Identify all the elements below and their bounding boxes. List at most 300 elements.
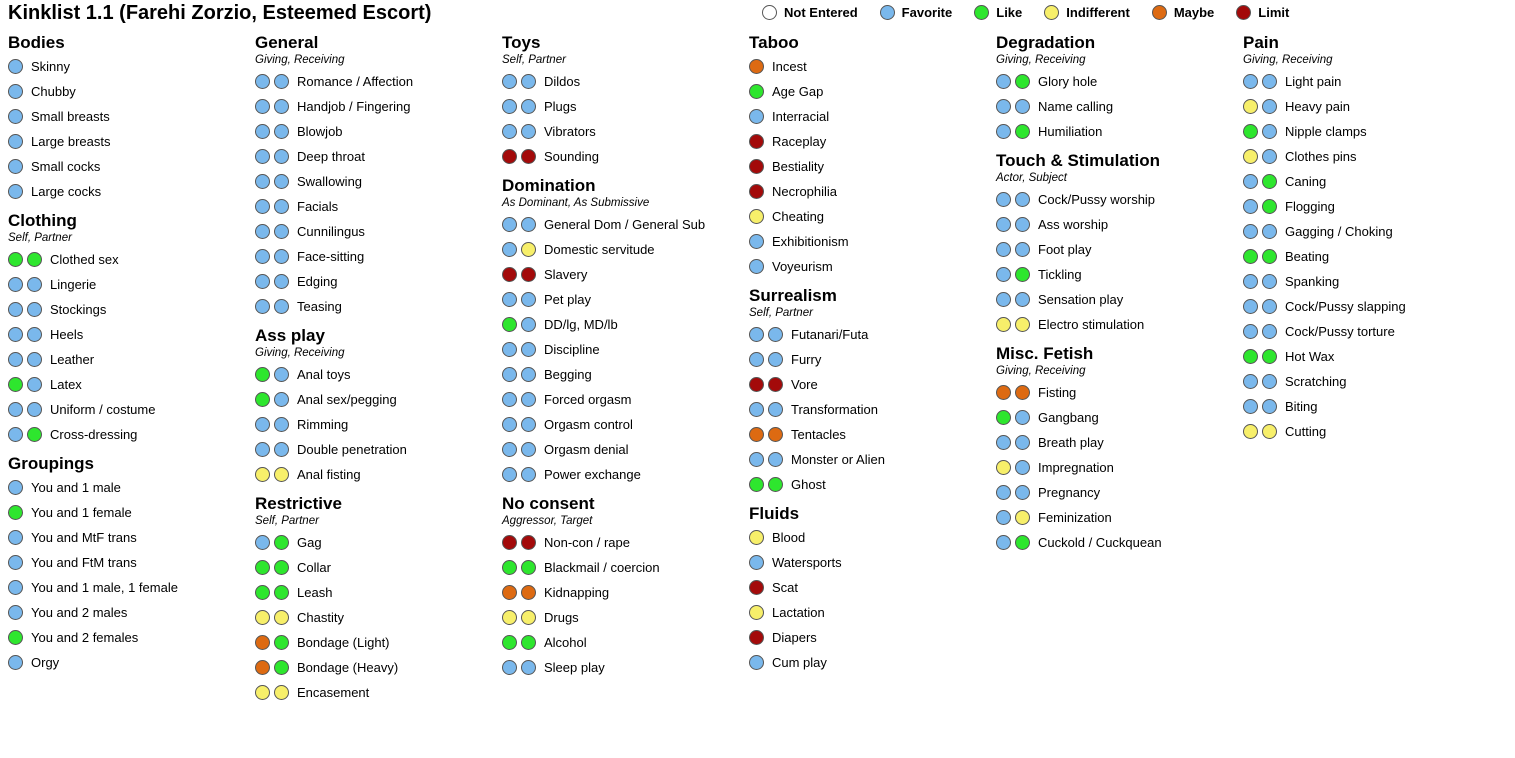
rating-dot-icon[interactable]	[1015, 535, 1030, 550]
rating-dot-icon[interactable]	[1015, 99, 1030, 114]
rating-dot-icon[interactable]	[274, 660, 289, 675]
rating-dot-icon[interactable]	[274, 610, 289, 625]
rating-dot-icon[interactable]	[749, 580, 764, 595]
rating-dot-icon[interactable]	[274, 467, 289, 482]
rating-dot-icon[interactable]	[502, 392, 517, 407]
kink-label: Blowjob	[297, 124, 343, 139]
rating-dot-icon[interactable]	[1262, 274, 1277, 289]
rating-dot-icon[interactable]	[521, 317, 536, 332]
kink-label: Voyeurism	[772, 259, 833, 274]
kink-label: Biting	[1285, 399, 1318, 414]
rating-dot-icon[interactable]	[8, 252, 23, 267]
rating-dot-icon[interactable]	[255, 249, 270, 264]
rating-dot-icon[interactable]	[8, 277, 23, 292]
kink-row	[502, 94, 741, 119]
kink-row	[255, 655, 494, 680]
kink-row	[749, 625, 988, 650]
rating-dot-icon[interactable]	[996, 510, 1011, 525]
rating-dot-icon[interactable]	[521, 392, 536, 407]
rating-dot-icon[interactable]	[749, 477, 764, 492]
rating-dot-icon[interactable]	[502, 342, 517, 357]
rating-dots	[8, 327, 42, 342]
rating-dot-icon[interactable]	[1262, 174, 1277, 189]
rating-dot-icon[interactable]	[1015, 192, 1030, 207]
kink-label: Electro stimulation	[1038, 317, 1145, 332]
rating-dot-icon[interactable]	[749, 530, 764, 545]
rating-dot-icon[interactable]	[8, 134, 23, 149]
rating-dot-icon[interactable]	[768, 452, 783, 467]
rating-dot-icon[interactable]	[521, 292, 536, 307]
rating-dot-icon[interactable]	[255, 392, 270, 407]
kink-label: Hot Wax	[1285, 349, 1335, 364]
kink-row	[502, 555, 741, 580]
rating-dots	[255, 299, 289, 314]
rating-dot-icon[interactable]	[502, 535, 517, 550]
rating-dot-icon[interactable]	[521, 417, 536, 432]
rating-dot-icon[interactable]	[768, 477, 783, 492]
kink-row	[749, 322, 988, 347]
rating-dot-icon[interactable]	[255, 367, 270, 382]
rating-dot-icon[interactable]	[1015, 317, 1030, 332]
rating-dot-icon[interactable]	[749, 134, 764, 149]
rating-dot-icon[interactable]	[27, 377, 42, 392]
rating-dot-icon[interactable]	[8, 302, 23, 317]
rating-dot-icon[interactable]	[749, 159, 764, 174]
rating-dot-icon[interactable]	[996, 99, 1011, 114]
rating-dot-icon[interactable]	[255, 174, 270, 189]
rating-dot-icon[interactable]	[1243, 199, 1258, 214]
rating-dot-icon[interactable]	[274, 249, 289, 264]
kink-label: Cock/Pussy torture	[1285, 324, 1395, 339]
category-subtitle: Self, Partner	[502, 54, 566, 66]
rating-dot-icon[interactable]	[502, 217, 517, 232]
kink-label: Gag	[297, 535, 322, 550]
rating-dot-icon[interactable]	[749, 427, 764, 442]
rating-dots	[749, 427, 783, 442]
rating-dot-icon[interactable]	[255, 660, 270, 675]
kink-label: Sensation play	[1038, 292, 1124, 307]
kink-label: Dildos	[544, 74, 581, 89]
rating-dot-icon[interactable]	[996, 317, 1011, 332]
rating-dot-icon[interactable]	[1243, 299, 1258, 314]
rating-dot-icon[interactable]	[521, 560, 536, 575]
rating-dot-icon[interactable]	[1015, 385, 1030, 400]
rating-dot-icon[interactable]	[749, 109, 764, 124]
kink-label: Clothed sex	[50, 252, 119, 267]
rating-dot-icon[interactable]	[8, 109, 23, 124]
rating-dot-icon[interactable]	[1262, 149, 1277, 164]
rating-dot-icon[interactable]	[1243, 99, 1258, 114]
rating-dot-icon[interactable]	[1262, 124, 1277, 139]
kink-label: Anal fisting	[297, 467, 361, 482]
rating-dot-icon[interactable]	[1243, 324, 1258, 339]
rating-dot-icon[interactable]	[255, 535, 270, 550]
kink-row	[8, 500, 247, 525]
kink-label: General Dom / General Sub	[544, 217, 706, 232]
rating-dot-icon[interactable]	[768, 377, 783, 392]
rating-dots	[8, 159, 23, 174]
rating-dot-icon[interactable]	[996, 217, 1011, 232]
rating-dot-icon[interactable]	[255, 635, 270, 650]
rating-dot-icon[interactable]	[996, 410, 1011, 425]
rating-dot-icon[interactable]	[27, 277, 42, 292]
rating-dots	[749, 402, 783, 417]
rating-dot-icon[interactable]	[8, 184, 23, 199]
rating-dot-icon[interactable]	[521, 242, 536, 257]
rating-dot-icon[interactable]	[996, 460, 1011, 475]
category-block	[996, 33, 1235, 144]
kink-row	[996, 187, 1235, 212]
rating-dot-icon[interactable]	[521, 535, 536, 550]
rating-dot-icon[interactable]	[1262, 349, 1277, 364]
rating-dot-icon[interactable]	[521, 124, 536, 139]
rating-dot-icon[interactable]	[502, 660, 517, 675]
rating-dot-icon[interactable]	[521, 660, 536, 675]
rating-dot-icon[interactable]	[274, 535, 289, 550]
rating-dot-icon[interactable]	[749, 605, 764, 620]
rating-dot-icon[interactable]	[749, 234, 764, 249]
rating-dot-icon[interactable]	[8, 377, 23, 392]
rating-dot-icon[interactable]	[749, 259, 764, 274]
rating-dot-icon[interactable]	[749, 452, 764, 467]
rating-dot-icon[interactable]	[255, 442, 270, 457]
rating-dot-icon[interactable]	[255, 560, 270, 575]
rating-dot-icon[interactable]	[502, 442, 517, 457]
kink-label: Facials	[297, 199, 339, 214]
kink-label: Pet play	[544, 292, 591, 307]
rating-dot-icon[interactable]	[768, 327, 783, 342]
category-title: Groupings	[8, 454, 94, 473]
category-block	[8, 211, 247, 447]
rating-dot-icon[interactable]	[1262, 249, 1277, 264]
rating-dot-icon[interactable]	[255, 417, 270, 432]
rating-dot-icon[interactable]	[1243, 274, 1258, 289]
rating-dot-icon[interactable]	[8, 630, 23, 645]
rating-dot-icon[interactable]	[996, 242, 1011, 257]
rating-dot-icon[interactable]	[274, 392, 289, 407]
rating-dot-icon[interactable]	[1243, 174, 1258, 189]
rating-dots	[8, 580, 23, 595]
kink-row	[502, 387, 741, 412]
rating-dot-icon[interactable]	[274, 149, 289, 164]
rating-dot-icon[interactable]	[1015, 242, 1030, 257]
rating-dot-icon[interactable]	[749, 377, 764, 392]
rating-dots	[996, 242, 1030, 257]
kink-label: Chubby	[31, 84, 76, 99]
kink-label: Impregnation	[1038, 460, 1114, 475]
kink-label: Bondage (Heavy)	[297, 660, 399, 675]
rating-dots	[749, 530, 764, 545]
kink-label: Spanking	[1285, 274, 1340, 289]
rating-dot-icon[interactable]	[8, 480, 23, 495]
rating-dot-icon[interactable]	[521, 267, 536, 282]
rating-dots	[1243, 149, 1277, 164]
rating-dot-icon[interactable]	[1015, 435, 1030, 450]
rating-dot-icon[interactable]	[274, 367, 289, 382]
kinklist-columns	[0, 33, 1515, 710]
rating-dot-icon[interactable]	[8, 352, 23, 367]
rating-dot-icon[interactable]	[27, 402, 42, 417]
category-title: General	[255, 33, 319, 52]
rating-dot-icon[interactable]	[274, 685, 289, 700]
rating-dot-icon[interactable]	[274, 585, 289, 600]
rating-dot-icon[interactable]	[1262, 424, 1277, 439]
kink-label: Ass worship	[1038, 217, 1109, 232]
rating-dot-icon[interactable]	[255, 199, 270, 214]
rating-dot-icon[interactable]	[502, 292, 517, 307]
kink-label: Incest	[772, 59, 807, 74]
rating-dot-icon[interactable]	[8, 59, 23, 74]
rating-dot-icon[interactable]	[8, 530, 23, 545]
kink-row	[749, 154, 988, 179]
rating-dot-icon[interactable]	[27, 302, 42, 317]
rating-dot-icon[interactable]	[8, 402, 23, 417]
kink-row	[502, 530, 741, 555]
rating-dot-icon[interactable]	[521, 367, 536, 382]
rating-dot-icon[interactable]	[996, 385, 1011, 400]
rating-dot-icon[interactable]	[521, 442, 536, 457]
rating-dot-icon[interactable]	[502, 610, 517, 625]
rating-dot-icon[interactable]	[1015, 410, 1030, 425]
rating-dot-icon[interactable]	[996, 192, 1011, 207]
rating-dot-icon[interactable]	[502, 585, 517, 600]
kink-label: Raceplay	[772, 134, 827, 149]
rating-dot-icon[interactable]	[1015, 267, 1030, 282]
kink-label: Romance / Affection	[297, 74, 414, 89]
rating-dots	[996, 292, 1030, 307]
kink-row	[8, 104, 247, 129]
legend-item	[880, 5, 953, 20]
rating-dot-icon[interactable]	[8, 84, 23, 99]
rating-dot-icon[interactable]	[255, 274, 270, 289]
rating-dot-icon[interactable]	[27, 427, 42, 442]
rating-dot-icon[interactable]	[502, 74, 517, 89]
kink-label: Plugs	[544, 99, 577, 114]
rating-dot-icon[interactable]	[996, 124, 1011, 139]
rating-dot-icon[interactable]	[1262, 374, 1277, 389]
rating-dot-icon[interactable]	[749, 184, 764, 199]
kink-row	[996, 380, 1235, 405]
rating-dot-icon[interactable]	[521, 610, 536, 625]
rating-dots	[8, 84, 23, 99]
kink-row	[996, 119, 1235, 144]
kink-label: Feminization	[1038, 510, 1112, 525]
rating-dot-icon	[1152, 5, 1167, 20]
rating-dot-icon[interactable]	[274, 99, 289, 114]
category-block	[749, 286, 988, 497]
rating-dot-icon[interactable]	[521, 342, 536, 357]
rating-dot-icon[interactable]	[274, 174, 289, 189]
rating-dot-icon[interactable]	[521, 467, 536, 482]
rating-dot-icon[interactable]	[749, 352, 764, 367]
rating-dot-icon[interactable]	[502, 417, 517, 432]
rating-dot-icon[interactable]	[255, 610, 270, 625]
kink-label: Scratching	[1285, 374, 1347, 389]
rating-dot-icon[interactable]	[1243, 374, 1258, 389]
rating-dot-icon[interactable]	[502, 124, 517, 139]
category-block	[255, 326, 494, 487]
category-subtitle: Actor, Subject	[996, 172, 1067, 184]
rating-dot-icon[interactable]	[1015, 217, 1030, 232]
rating-dots	[502, 560, 536, 575]
rating-dots	[8, 302, 42, 317]
rating-dot-icon[interactable]	[1015, 510, 1030, 525]
rating-dot-icon[interactable]	[996, 485, 1011, 500]
rating-dot-icon[interactable]	[749, 327, 764, 342]
rating-dot-icon[interactable]	[274, 635, 289, 650]
rating-dot-icon[interactable]	[274, 74, 289, 89]
rating-dot-icon[interactable]	[8, 327, 23, 342]
rating-dot-icon[interactable]	[8, 505, 23, 520]
rating-dot-icon[interactable]	[768, 427, 783, 442]
rating-dot-icon[interactable]	[255, 99, 270, 114]
category-title: Surrealism	[749, 286, 837, 305]
rating-dot-icon[interactable]	[996, 435, 1011, 450]
rating-dot-icon[interactable]	[1262, 324, 1277, 339]
kink-label: Beating	[1285, 249, 1330, 264]
kink-row	[502, 287, 741, 312]
kink-row	[749, 347, 988, 372]
rating-dot-icon[interactable]	[274, 124, 289, 139]
rating-dot-icon[interactable]	[749, 402, 764, 417]
rating-dot-icon[interactable]	[521, 635, 536, 650]
rating-dot-icon[interactable]	[274, 442, 289, 457]
rating-dot-icon[interactable]	[502, 242, 517, 257]
rating-dot-icon[interactable]	[1243, 399, 1258, 414]
rating-dot-icon[interactable]	[1015, 292, 1030, 307]
rating-dot-icon[interactable]	[521, 149, 536, 164]
rating-dots	[255, 174, 289, 189]
rating-dots	[8, 505, 23, 520]
rating-dot-icon[interactable]	[502, 267, 517, 282]
rating-dots	[749, 655, 764, 670]
rating-dot-icon[interactable]	[274, 299, 289, 314]
kink-row	[996, 505, 1235, 530]
rating-dot-icon[interactable]	[255, 685, 270, 700]
rating-dots	[1243, 199, 1277, 214]
rating-dot-icon[interactable]	[521, 217, 536, 232]
kink-row	[996, 212, 1235, 237]
kink-label: You and FtM trans	[31, 555, 137, 570]
rating-dot-icon[interactable]	[27, 327, 42, 342]
rating-dot-icon[interactable]	[255, 149, 270, 164]
kink-row	[8, 372, 247, 397]
rating-dot-icon[interactable]	[749, 555, 764, 570]
rating-dot-icon[interactable]	[27, 352, 42, 367]
rating-dot-icon[interactable]	[255, 74, 270, 89]
rating-dot-icon[interactable]	[8, 655, 23, 670]
rating-dot-icon[interactable]	[502, 149, 517, 164]
rating-dot-icon[interactable]	[521, 585, 536, 600]
rating-dot-icon[interactable]	[1015, 460, 1030, 475]
rating-dot-icon[interactable]	[768, 352, 783, 367]
rating-dot-icon[interactable]	[274, 560, 289, 575]
rating-dot-icon[interactable]	[996, 267, 1011, 282]
rating-dot-icon[interactable]	[749, 59, 764, 74]
rating-dot-icon[interactable]	[996, 292, 1011, 307]
rating-dot-icon[interactable]	[255, 467, 270, 482]
kink-row	[749, 397, 988, 422]
rating-dot-icon[interactable]	[8, 555, 23, 570]
rating-dot-icon[interactable]	[1243, 124, 1258, 139]
category-block	[8, 454, 247, 675]
rating-dot-icon[interactable]	[1243, 424, 1258, 439]
rating-dot-icon[interactable]	[996, 535, 1011, 550]
rating-dot-icon[interactable]	[502, 317, 517, 332]
rating-dot-icon[interactable]	[502, 635, 517, 650]
category-subtitle: As Dominant, As Submissive	[502, 197, 650, 209]
rating-dot-icon[interactable]	[27, 252, 42, 267]
rating-dot-icon[interactable]	[255, 124, 270, 139]
rating-dot-icon[interactable]	[8, 159, 23, 174]
rating-dot-icon[interactable]	[274, 274, 289, 289]
rating-dot-icon[interactable]	[1262, 299, 1277, 314]
rating-dot-icon[interactable]	[1262, 399, 1277, 414]
rating-dot-icon[interactable]	[1243, 149, 1258, 164]
rating-dot-icon[interactable]	[749, 630, 764, 645]
rating-dot-icon[interactable]	[768, 402, 783, 417]
kink-label: Edging	[297, 274, 338, 289]
kink-row	[1243, 369, 1485, 394]
kink-row	[502, 630, 741, 655]
kink-label: Caning	[1285, 174, 1327, 189]
kinklist-column	[0, 33, 247, 680]
rating-dot-icon[interactable]	[8, 427, 23, 442]
kink-row	[255, 269, 494, 294]
rating-dot-icon[interactable]	[1262, 99, 1277, 114]
rating-dot-icon[interactable]	[749, 84, 764, 99]
rating-dot-icon[interactable]	[521, 99, 536, 114]
rating-dot-icon[interactable]	[1015, 485, 1030, 500]
rating-dot-icon[interactable]	[1243, 74, 1258, 89]
rating-dot-icon[interactable]	[996, 74, 1011, 89]
rating-dot-icon[interactable]	[255, 224, 270, 239]
rating-dots	[255, 685, 289, 700]
kink-label: Large breasts	[31, 134, 111, 149]
rating-dot-icon[interactable]	[274, 199, 289, 214]
rating-dot-icon[interactable]	[255, 585, 270, 600]
kink-label: DD/lg, MD/lb	[544, 317, 618, 332]
rating-dot-icon[interactable]	[502, 560, 517, 575]
rating-dot-icon[interactable]	[255, 299, 270, 314]
rating-dot-icon[interactable]	[1243, 349, 1258, 364]
rating-dot-icon[interactable]	[1262, 199, 1277, 214]
rating-dot-icon[interactable]	[749, 209, 764, 224]
rating-dot-icon[interactable]	[8, 605, 23, 620]
rating-dot-icon[interactable]	[1243, 224, 1258, 239]
rating-dot-icon[interactable]	[521, 74, 536, 89]
rating-dot-icon[interactable]	[274, 224, 289, 239]
legend-label: Not Entered	[784, 5, 858, 20]
rating-dot-icon[interactable]	[502, 467, 517, 482]
rating-dot-icon[interactable]	[1262, 224, 1277, 239]
kink-label: Heavy pain	[1285, 99, 1351, 114]
rating-dot-icon[interactable]	[1243, 249, 1258, 264]
rating-dot-icon[interactable]	[8, 580, 23, 595]
rating-dot-icon[interactable]	[1015, 124, 1030, 139]
rating-dot-icon[interactable]	[1015, 74, 1030, 89]
kink-row	[8, 650, 247, 675]
kink-row	[1243, 294, 1485, 319]
legend-label: Indifferent	[1066, 5, 1130, 20]
rating-dot-icon[interactable]	[1262, 74, 1277, 89]
legend-item	[974, 5, 1022, 20]
rating-dot-icon[interactable]	[502, 367, 517, 382]
rating-dot-icon[interactable]	[274, 417, 289, 432]
rating-dot-icon[interactable]	[749, 655, 764, 670]
rating-dots	[996, 74, 1030, 89]
rating-dot-icon[interactable]	[502, 99, 517, 114]
